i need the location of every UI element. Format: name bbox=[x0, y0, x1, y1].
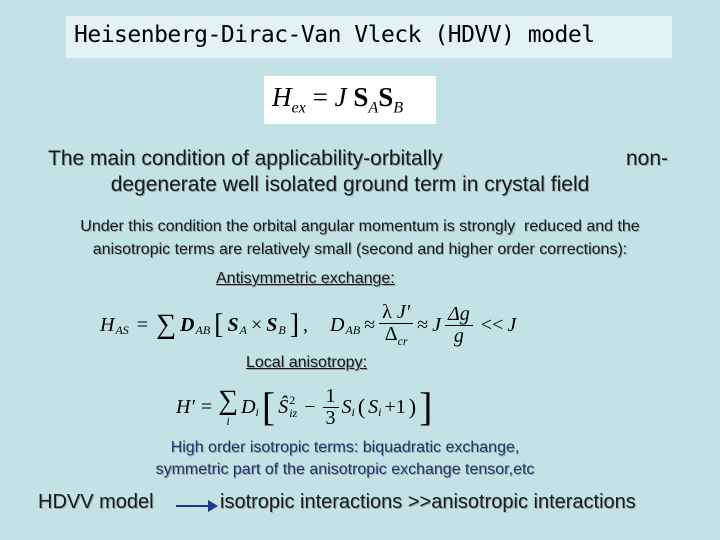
as-comma: , bbox=[303, 313, 309, 336]
as-lambda: λ bbox=[382, 301, 392, 324]
condition-line2: degenerate well isolated ground term in crystal field bbox=[110, 173, 590, 196]
loc-one: 1 bbox=[323, 386, 339, 408]
as-D: D bbox=[180, 313, 195, 336]
formula-H-sub: ex bbox=[291, 98, 306, 117]
high-order-line1: High order isotropic terms: biquadratic exchange, bbox=[170, 439, 520, 456]
local-formula: H′ = ∑ i D $_i$ [ Ŝ 2 iz − $\frac{1}{3}$ S $_i$ ( S $_i$ +1 ) ] bbox=[176, 384, 433, 429]
as-delta: Δ bbox=[384, 323, 398, 346]
high-order-paragraph bbox=[100, 437, 590, 481]
as-H: H bbox=[100, 313, 115, 336]
as-D-sub: AB bbox=[195, 322, 211, 337]
antisymmetric-label: Antisymmetric exchange: bbox=[216, 270, 395, 287]
formula-S2-sub: B bbox=[393, 98, 404, 117]
hdvv-model-label: HDVV model bbox=[38, 491, 154, 513]
isotropic-comparison: isotropic interactions >>anisotropic interactions bbox=[220, 491, 636, 513]
loc-Si2-sub: i bbox=[378, 404, 382, 419]
as-S2-sub: B bbox=[278, 322, 286, 337]
as-delta-sub: cr bbox=[397, 334, 408, 349]
as-approx2: ≈ bbox=[417, 313, 429, 336]
loc-frac bbox=[323, 386, 339, 429]
as-times: × bbox=[250, 313, 263, 336]
loc-D-sub: i bbox=[255, 404, 259, 419]
loc-Si2: S bbox=[368, 395, 379, 418]
under-condition-paragraph bbox=[30, 215, 690, 261]
antisymmetric-formula: H $_{AS}$ = ∑ D $_{AB}$ [ S $_A$ × S $_B$ ] , D $_{AB}$ ≈ $\frac{\text{λ J′}}{\Delta_{cr}}$ ≈ J $\frac{\Delta g}{g}$ << J bbox=[100, 301, 517, 349]
loc-sum-sub: i bbox=[226, 414, 230, 428]
as-S1: S bbox=[227, 313, 239, 336]
loc-S-sup: 2 bbox=[289, 392, 296, 407]
as-S1-sub: A bbox=[239, 322, 247, 337]
loc-minus: − bbox=[304, 395, 316, 418]
loc-plus1: +1 bbox=[384, 395, 406, 418]
formula-J: J bbox=[334, 82, 347, 112]
as-ll: << bbox=[480, 313, 504, 336]
loc-S-sub: iz bbox=[289, 406, 298, 420]
as-Jprime: J′ bbox=[396, 301, 411, 324]
formula-S1: S bbox=[353, 82, 369, 112]
local-anisotropy-label: Local anisotropy: bbox=[246, 354, 367, 371]
as-g: g bbox=[453, 324, 464, 347]
loc-three: 3 bbox=[325, 406, 336, 429]
loc-D: D bbox=[241, 395, 256, 418]
right-arrow-icon bbox=[174, 498, 220, 514]
as-J: J bbox=[432, 313, 441, 336]
loc-sum-block bbox=[218, 387, 238, 427]
condition-line1-left: The main condition of applicability-orbitally bbox=[48, 147, 443, 170]
page-title: Heisenberg-Dirac-Van Vleck (HDVV) model bbox=[74, 22, 595, 48]
loc-sum: ∑ bbox=[218, 385, 239, 416]
condition-paragraph bbox=[40, 146, 680, 198]
as-sum: ∑ bbox=[156, 309, 177, 340]
as-eq: = bbox=[136, 313, 149, 336]
as-frac2 bbox=[445, 304, 473, 347]
condition-line1-right: non- bbox=[625, 147, 668, 170]
high-order-line2: symmetric part of the anisotropic exchange tensor,etc bbox=[155, 461, 535, 478]
formula-eq: = bbox=[312, 82, 328, 112]
loc-S: Ŝ bbox=[278, 395, 289, 418]
as-J2: J bbox=[507, 313, 517, 336]
under-condition-line1: Under this condition the orbital angular momentum is strongly reduced and the bbox=[80, 218, 640, 235]
loc-eq: = bbox=[200, 395, 213, 418]
under-condition-line2: anisotropic terms are relatively small (second and higher order corrections): bbox=[92, 241, 628, 258]
as-S2: S bbox=[266, 313, 278, 336]
loc-Si-sub: i bbox=[351, 404, 355, 419]
formula-S1-sub: A bbox=[368, 98, 379, 117]
as-H-sub: AS bbox=[115, 322, 129, 337]
as-D2-sub: AB bbox=[345, 322, 361, 337]
as-frac1 bbox=[379, 302, 413, 348]
as-dg: Δg bbox=[445, 304, 473, 326]
loc-Si: S bbox=[341, 395, 352, 418]
as-D2: D bbox=[330, 313, 345, 336]
formula-S2: S bbox=[378, 82, 394, 112]
formula-H: H bbox=[272, 82, 292, 112]
loc-H: H′ bbox=[176, 395, 195, 418]
main-formula bbox=[272, 82, 403, 117]
as-approx: ≈ bbox=[364, 313, 376, 336]
